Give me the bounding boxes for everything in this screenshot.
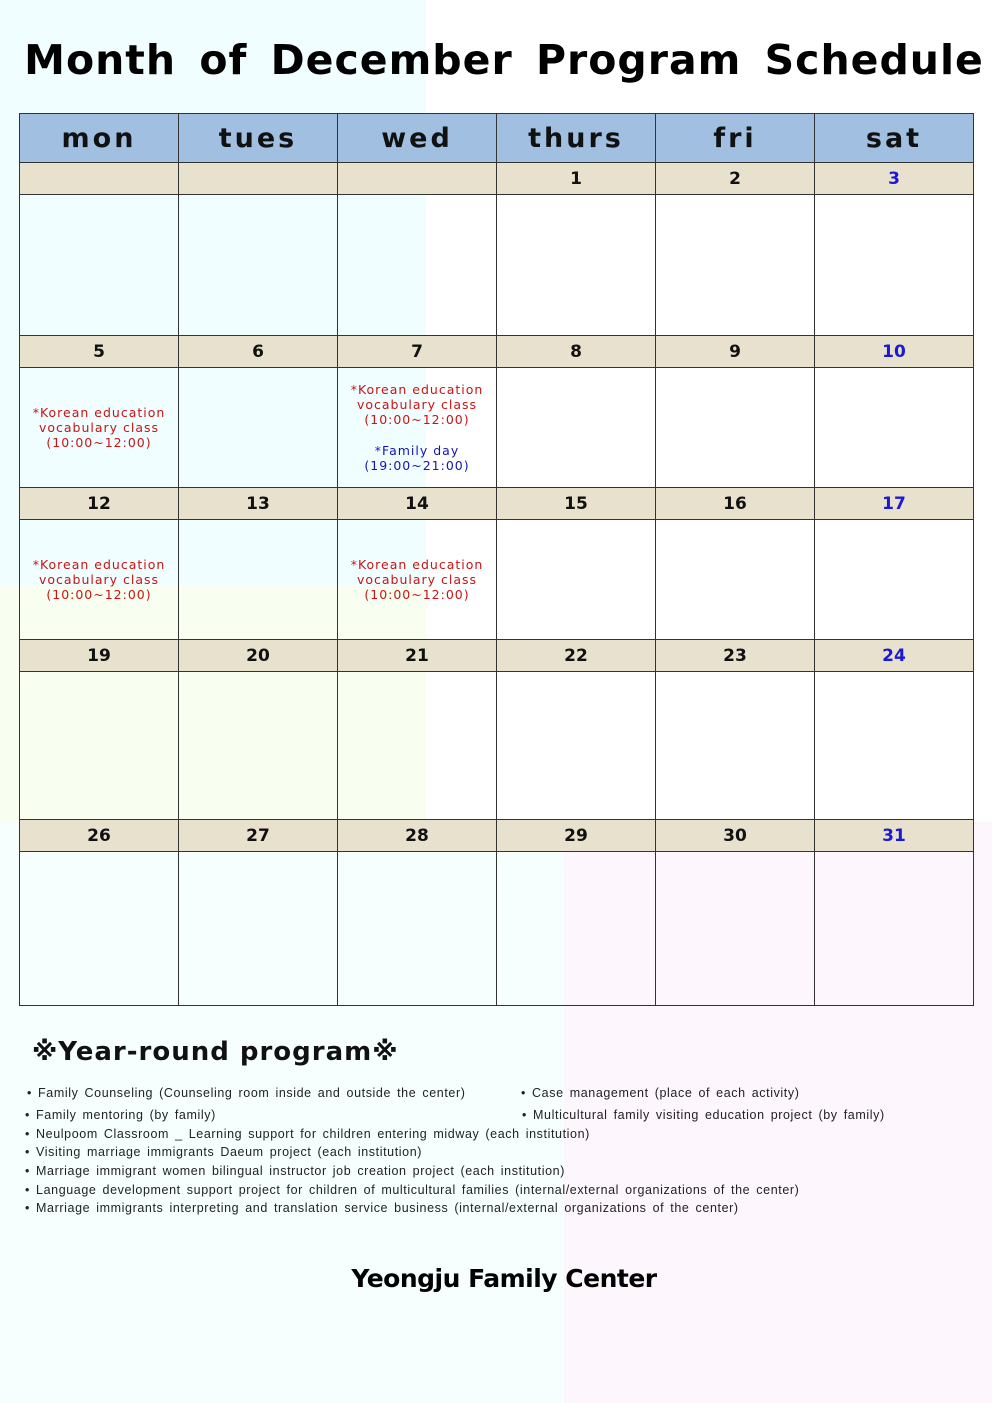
event-row	[20, 368, 974, 488]
day-cell	[656, 195, 815, 336]
day-cell	[338, 195, 497, 336]
weekday-header: tues	[179, 114, 338, 163]
page-title: Month of December Program Schedule	[24, 36, 984, 84]
date-cell: 27	[179, 820, 338, 852]
day-cell	[497, 520, 656, 640]
date-cell: 16	[656, 488, 815, 520]
date-cell: 12	[20, 488, 179, 520]
date-cell-saturday: 31	[815, 820, 974, 852]
date-cell: 14	[338, 488, 497, 520]
day-cell	[20, 672, 179, 820]
weekday-header-row	[20, 114, 974, 163]
day-cell	[656, 368, 815, 488]
date-cell: 15	[497, 488, 656, 520]
organization-name: Yeongju Family Center	[351, 1264, 657, 1293]
date-cell: 9	[656, 336, 815, 368]
day-cell	[497, 852, 656, 1006]
day-cell	[656, 672, 815, 820]
date-row	[20, 820, 974, 852]
date-row	[20, 640, 974, 672]
date-cell: 22	[497, 640, 656, 672]
date-cell-saturday: 3	[815, 163, 974, 195]
year-round-item: • Case management (place of each activity)	[521, 1086, 800, 1100]
date-cell: 6	[179, 336, 338, 368]
event-row	[20, 852, 974, 1006]
date-cell: 5	[20, 336, 179, 368]
date-cell: 28	[338, 820, 497, 852]
date-cell	[20, 163, 179, 195]
event-korean-class: *Korean education vocabulary class (10:00~12:00)	[32, 405, 166, 450]
day-cell	[338, 368, 497, 488]
year-round-item: • Visiting marriage immigrants Daeum project (each institution)	[25, 1145, 423, 1159]
day-cell	[815, 520, 974, 640]
date-cell: 23	[656, 640, 815, 672]
date-row	[20, 336, 974, 368]
year-round-item: • Neulpoom Classroom _ Learning support for children entering midway (each institution)	[25, 1127, 590, 1141]
day-cell	[656, 520, 815, 640]
date-cell-saturday: 10	[815, 336, 974, 368]
day-cell	[20, 852, 179, 1006]
event-korean-class: *Korean education vocabulary class (10:00~12:00)	[350, 557, 484, 602]
date-cell: 21	[338, 640, 497, 672]
year-round-heading: ※Year-round program※	[32, 1037, 399, 1067]
day-cell	[179, 368, 338, 488]
day-cell	[815, 672, 974, 820]
date-cell: 8	[497, 336, 656, 368]
day-cell	[338, 852, 497, 1006]
date-row	[20, 163, 974, 195]
day-cell	[179, 520, 338, 640]
day-cell	[20, 520, 179, 640]
weekday-header: thurs	[497, 114, 656, 163]
day-cell	[179, 672, 338, 820]
date-row	[20, 488, 974, 520]
day-cell	[497, 368, 656, 488]
date-cell: 1	[497, 163, 656, 195]
day-cell	[497, 195, 656, 336]
weekday-header: wed	[338, 114, 497, 163]
day-cell	[815, 368, 974, 488]
event-family-day: *Family day (19:00~21:00)	[364, 443, 470, 473]
year-round-item: • Language development support project for children of multicultural families (internal/external organizations of the center)	[25, 1183, 800, 1197]
day-cell	[815, 195, 974, 336]
weekday-header: mon	[20, 114, 179, 163]
date-cell: 7	[338, 336, 497, 368]
year-round-item: • Family Counseling (Counseling room inside and outside the center)	[27, 1086, 466, 1100]
day-cell	[20, 368, 179, 488]
year-round-item: • Marriage immigrants interpreting and translation service business (internal/external organizations of the center)	[25, 1201, 739, 1215]
event-row	[20, 520, 974, 640]
day-cell	[338, 520, 497, 640]
date-cell	[338, 163, 497, 195]
day-cell	[20, 195, 179, 336]
event-korean-class: *Korean education vocabulary class (10:00~12:00)	[350, 382, 484, 427]
event-row	[20, 672, 974, 820]
date-cell-saturday: 17	[815, 488, 974, 520]
day-cell	[497, 672, 656, 820]
date-cell	[179, 163, 338, 195]
date-cell: 26	[20, 820, 179, 852]
year-round-item: • Family mentoring (by family)	[25, 1108, 216, 1122]
calendar-table	[19, 113, 974, 1006]
year-round-item: • Marriage immigrant women bilingual instructor job creation project (each institution)	[25, 1164, 565, 1178]
event-korean-class: *Korean education vocabulary class (10:00~12:00)	[32, 557, 166, 602]
weekday-header: sat	[815, 114, 974, 163]
day-cell	[656, 852, 815, 1006]
day-cell	[179, 852, 338, 1006]
date-cell: 30	[656, 820, 815, 852]
day-cell	[338, 672, 497, 820]
date-cell: 20	[179, 640, 338, 672]
date-cell: 19	[20, 640, 179, 672]
date-cell: 2	[656, 163, 815, 195]
date-cell: 13	[179, 488, 338, 520]
weekday-header: fri	[656, 114, 815, 163]
day-cell	[179, 195, 338, 336]
event-row	[20, 195, 974, 336]
year-round-item: • Multicultural family visiting education project (by family)	[522, 1108, 885, 1122]
date-cell-saturday: 24	[815, 640, 974, 672]
day-cell	[815, 852, 974, 1006]
date-cell: 29	[497, 820, 656, 852]
